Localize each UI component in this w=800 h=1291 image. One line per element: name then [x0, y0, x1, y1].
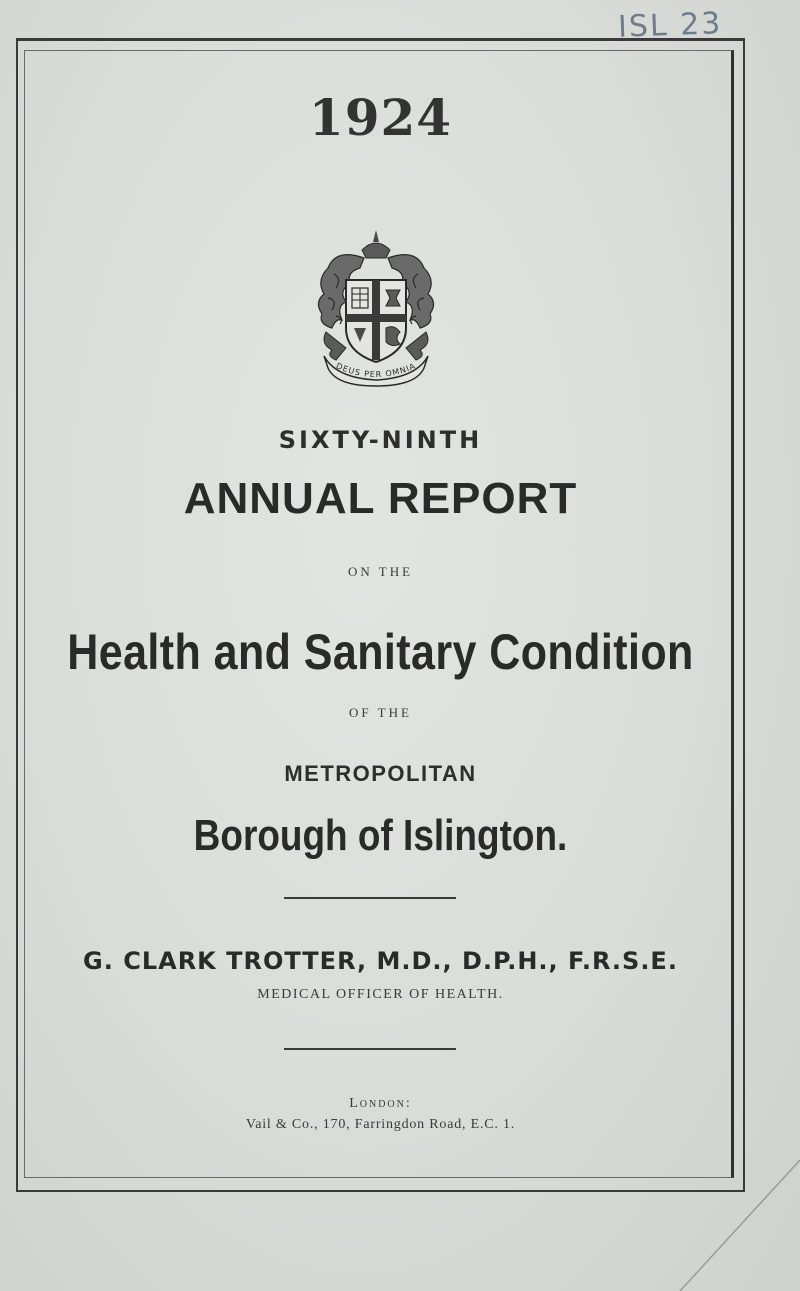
report-year: 1924 — [308, 88, 453, 147]
author-role: MEDICAL OFFICER OF HEALTH. — [257, 987, 504, 1002]
report-subject: Health and Sanitary Condition — [67, 624, 694, 680]
title-connector-of-the: OF THE — [349, 705, 412, 720]
author-name: G. CLARK TROTTER, M.D., D.P.H., F.R.S.E. — [83, 947, 678, 975]
title-connector-on-the: ON THE — [347, 564, 414, 579]
shelfmark-annotation: ISL 23 — [617, 6, 723, 45]
publisher-city: London: — [349, 1096, 412, 1111]
borough-prefix: METROPOLITAN — [284, 761, 477, 786]
report-title: ANNUAL REPORT — [183, 474, 578, 523]
crest-motto: DEUS PER OMNIA — [334, 361, 418, 380]
publisher-address: Vail & Co., 170, Farringdon Road, E.C. 1. — [245, 1117, 516, 1132]
borough-name: Borough of Islington. — [193, 811, 568, 860]
report-edition: SIXTY-NINTH — [278, 426, 483, 454]
